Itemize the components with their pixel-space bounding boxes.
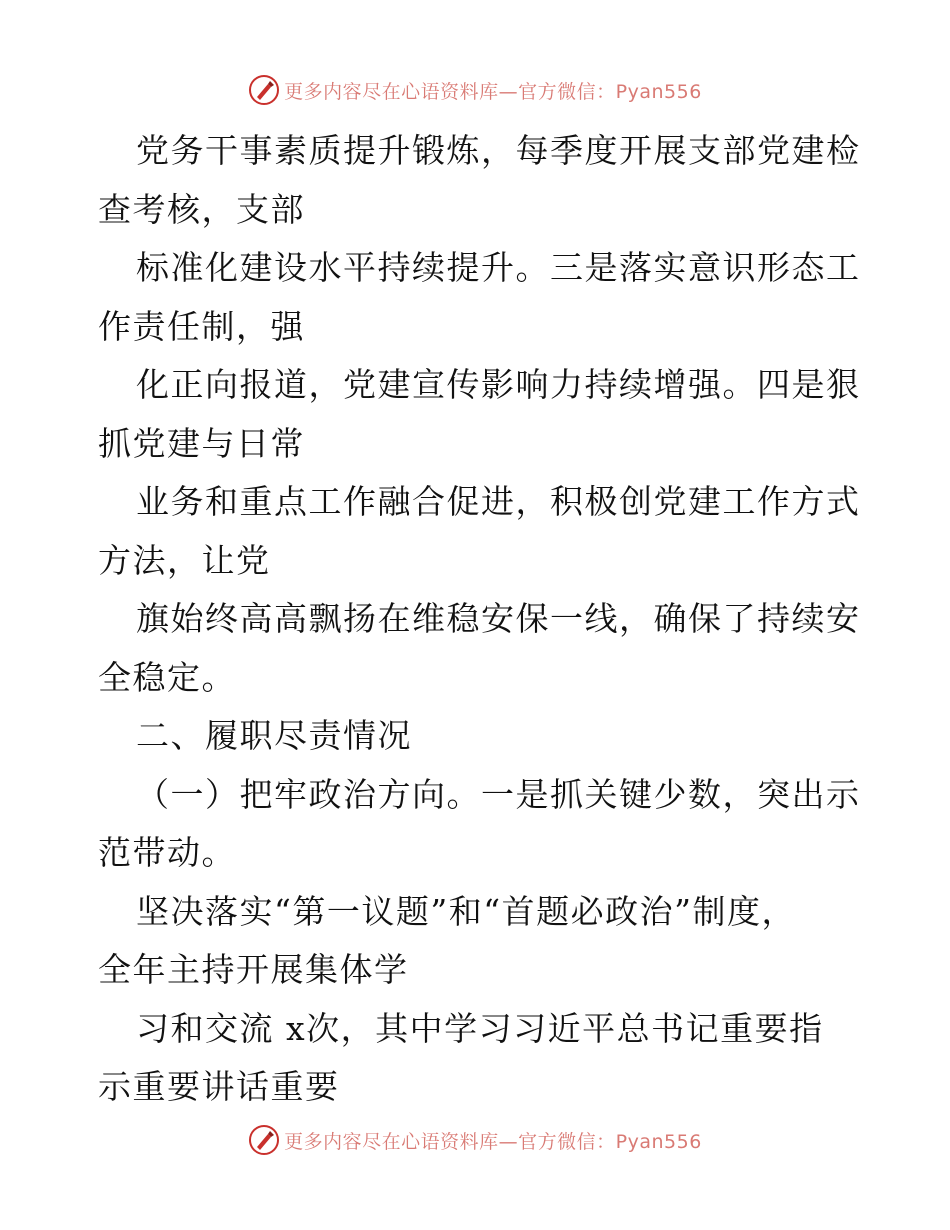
text-line: 旗始终高高飘扬在维稳安保一线，确保了持续安 (136, 599, 861, 638)
text-line: 抓党建与日常 (98, 423, 305, 463)
text-line: （一）把牢政治方向。一是抓关键少数，突出示 (136, 774, 861, 814)
text-line: 坚决落实“第一议题”和“首题必政治”制度， (136, 891, 796, 931)
pen-logo-icon (248, 1124, 280, 1156)
text-line: 范带动。 (98, 833, 236, 872)
text-line: 二、履职尽责情况 (136, 716, 412, 755)
watermark-text: 更多内容尽在心语资料库—官方微信：Pyan556 (284, 80, 702, 103)
text-line: 示重要讲话重要 (98, 1067, 340, 1106)
text-line: 业务和重点工作融合促进，积极创党建工作方式 (136, 482, 861, 521)
text-line: 全稳定。 (98, 657, 236, 697)
text-line: 查考核，支部 (98, 189, 305, 229)
text-line: 作责任制，强 (98, 306, 305, 346)
text-line: 全年主持开展集体学 (98, 950, 409, 989)
footer-watermark (0, 1120, 950, 1160)
document-body (98, 122, 861, 1117)
pen-logo-icon (248, 74, 280, 106)
watermark-text: 更多内容尽在心语资料库—官方微信：Pyan556 (284, 1130, 702, 1153)
text-line: 党务干事素质提升锻炼，每季度开展支部党建检 (136, 131, 861, 170)
text-line: 习和交流 x次，其中学习习近平总书记重要指 (136, 1008, 824, 1048)
text-line: 方法，让党 (98, 540, 271, 580)
header-watermark (0, 70, 950, 110)
text-line: 标准化建设水平持续提升。三是落实意识形态工 (136, 248, 861, 287)
text-line: 化正向报道，党建宣传影响力持续增强。四是狠 (136, 365, 861, 404)
